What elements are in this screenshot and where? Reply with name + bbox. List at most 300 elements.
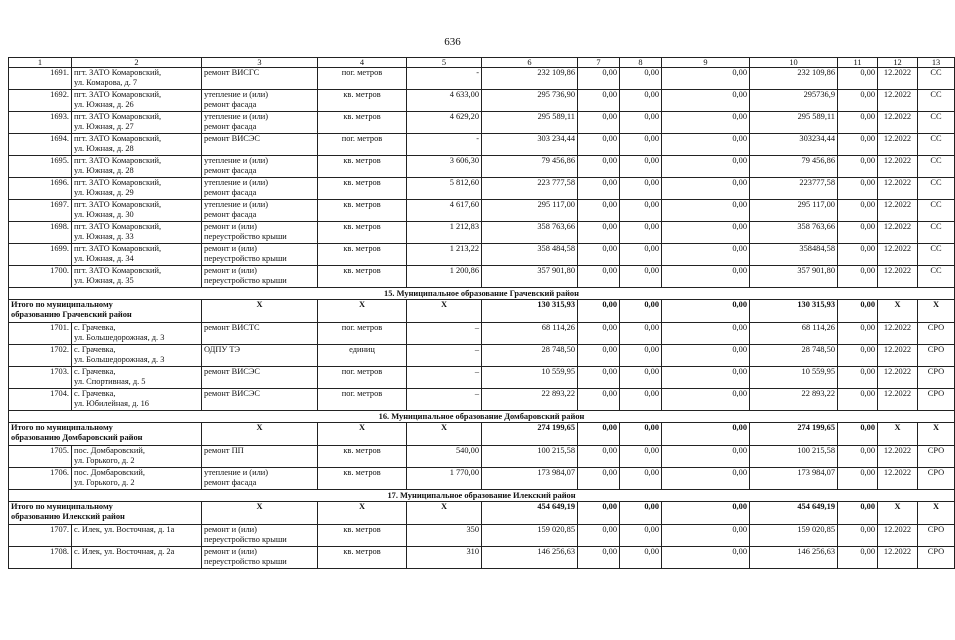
fund-11-cell: 0,00 [838, 68, 878, 90]
work-type-cell-line-1: утепление и (или) [204, 112, 269, 121]
work-type-cell-line-2: ремонт фасада [204, 122, 257, 131]
quantity-cell: 1 212,83 [407, 222, 482, 244]
subtotal-label-line-2: образованию Домбаровский район [11, 433, 143, 442]
total-cell: 100 215,58 [750, 446, 838, 468]
fund-8-cell: 0,00 [620, 323, 662, 345]
total-cell: 79 456,86 [750, 156, 838, 178]
work-type-cell-line-2: переустройство крыши [204, 254, 287, 263]
work-type-cell-line-2: ремонт фасада [204, 210, 257, 219]
total-cell: 295 117,00 [750, 200, 838, 222]
address-cell-line-2: ул. Горького, д. 2 [74, 456, 135, 465]
section-title: 17. Муниципальное образование Илекский район [9, 490, 955, 502]
cost-cell: 232 109,86 [482, 68, 578, 90]
total-cell: 303234,44 [750, 134, 838, 156]
address-cell-line-1: пгт. ЗАТО Комаровский, [74, 222, 162, 231]
fund-9-cell: 0,00 [662, 200, 750, 222]
fund-8-cell: 0,00 [620, 266, 662, 288]
method-cell: СС [918, 178, 955, 200]
work-type-cell [202, 367, 318, 389]
quantity-cell: – [407, 323, 482, 345]
unit-cell: кв. метров [318, 244, 407, 266]
total-cell: 232 109,86 [750, 68, 838, 90]
fund-11-cell: 0,00 [838, 90, 878, 112]
address-cell [72, 134, 202, 156]
fund-8-cell: 0,00 [620, 525, 662, 547]
fund-11-cell: 0,00 [838, 389, 878, 411]
fund-9-cell: 0,00 [662, 112, 750, 134]
subtotal-fund-7: 0,00 [578, 300, 620, 323]
subtotal-fund-9: 0,00 [662, 300, 750, 323]
unit-cell: кв. метров [318, 468, 407, 490]
page-number: 636 [444, 36, 461, 48]
not-applicable-mark: Х [918, 423, 955, 446]
column-number-header-row [9, 58, 955, 68]
subtotal-row [9, 502, 955, 525]
fund-8-cell: 0,00 [620, 389, 662, 411]
table-row [9, 367, 955, 389]
work-type-cell-line-2: переустройство крыши [204, 276, 287, 285]
fund-8-cell: 0,00 [620, 178, 662, 200]
subtotal-row [9, 423, 955, 446]
work-type-cell [202, 178, 318, 200]
completion-date-cell: 12.2022 [878, 525, 918, 547]
fund-9-cell: 0,00 [662, 525, 750, 547]
fund-11-cell: 0,00 [838, 547, 878, 569]
cost-cell: 159 020,85 [482, 525, 578, 547]
work-type-cell-line-1: ремонт ВИСГС [204, 68, 260, 77]
row-number: 1706. [9, 468, 72, 490]
completion-date-cell: 12.2022 [878, 68, 918, 90]
fund-8-cell: 0,00 [620, 90, 662, 112]
method-cell: СС [918, 68, 955, 90]
not-applicable-mark: Х [878, 423, 918, 446]
row-number: 1703. [9, 367, 72, 389]
method-cell: СРО [918, 525, 955, 547]
section-title: 16. Муниципальное образование Домбаровский район [9, 411, 955, 423]
unit-cell: кв. метров [318, 90, 407, 112]
quantity-cell: 4 633,00 [407, 90, 482, 112]
not-applicable-mark: Х [318, 502, 407, 525]
work-type-cell-line-2: переустройство крыши [204, 535, 287, 544]
fund-7-cell: 0,00 [578, 468, 620, 490]
address-cell-line-1: пос. Домбаровский, [74, 446, 145, 455]
completion-date-cell: 12.2022 [878, 345, 918, 367]
address-cell-line-2: ул. Южная, д. 29 [74, 188, 134, 197]
fund-7-cell: 0,00 [578, 90, 620, 112]
fund-9-cell: 0,00 [662, 468, 750, 490]
row-number: 1699. [9, 244, 72, 266]
quantity-cell: 3 606,30 [407, 156, 482, 178]
work-type-cell-line-1: ремонт ВИСЭС [204, 389, 260, 398]
subtotal-fund-8: 0,00 [620, 502, 662, 525]
cost-cell: 295 736,90 [482, 90, 578, 112]
address-cell [72, 446, 202, 468]
subtotal-fund-11: 0,00 [838, 423, 878, 446]
work-type-cell [202, 266, 318, 288]
fund-8-cell: 0,00 [620, 222, 662, 244]
fund-7-cell: 0,00 [578, 200, 620, 222]
table-row [9, 134, 955, 156]
fund-7-cell: 0,00 [578, 446, 620, 468]
cost-cell: 10 559,95 [482, 367, 578, 389]
table-row [9, 468, 955, 490]
method-cell: СС [918, 134, 955, 156]
completion-date-cell: 12.2022 [878, 200, 918, 222]
fund-9-cell: 0,00 [662, 547, 750, 569]
work-type-cell-line-1: утепление и (или) [204, 90, 269, 99]
unit-cell: единиц [318, 345, 407, 367]
work-type-cell-line-2: ремонт фасада [204, 100, 257, 109]
work-type-cell-line-2: ремонт фасада [204, 166, 257, 175]
section-heading-row [9, 490, 955, 502]
address-cell-line-2: ул. Южная, д. 33 [74, 232, 134, 241]
fund-8-cell: 0,00 [620, 345, 662, 367]
column-number-5: 5 [407, 58, 482, 68]
subtotal-fund-11: 0,00 [838, 502, 878, 525]
address-cell-line-1: с. Грачевка, [74, 389, 116, 398]
fund-11-cell: 0,00 [838, 468, 878, 490]
row-number: 1694. [9, 134, 72, 156]
fund-7-cell: 0,00 [578, 244, 620, 266]
not-applicable-mark: Х [918, 300, 955, 323]
quantity-cell: 4 629,20 [407, 112, 482, 134]
unit-cell: кв. метров [318, 112, 407, 134]
unit-cell: кв. метров [318, 200, 407, 222]
table-row [9, 446, 955, 468]
address-cell-line-1: пгт. ЗАТО Комаровский, [74, 178, 162, 187]
unit-cell: кв. метров [318, 178, 407, 200]
column-number-6: 6 [482, 58, 578, 68]
fund-9-cell: 0,00 [662, 156, 750, 178]
subtotal-fund-8: 0,00 [620, 423, 662, 446]
fund-7-cell: 0,00 [578, 266, 620, 288]
work-type-cell-line-1: ремонт и (или) [204, 266, 257, 275]
column-number-10: 10 [750, 58, 838, 68]
not-applicable-mark: Х [318, 300, 407, 323]
subtotal-cost: 274 199,65 [482, 423, 578, 446]
total-cell: 68 114,26 [750, 323, 838, 345]
fund-8-cell: 0,00 [620, 134, 662, 156]
address-cell-line-1: пос. Домбаровский, [74, 468, 145, 477]
fund-7-cell: 0,00 [578, 323, 620, 345]
address-cell-line-2: ул. Южная, д. 35 [74, 276, 134, 285]
cost-cell: 223 777,58 [482, 178, 578, 200]
address-cell-line-1: пгт. ЗАТО Комаровский, [74, 134, 162, 143]
method-cell: СС [918, 200, 955, 222]
quantity-cell: – [407, 367, 482, 389]
table-row [9, 90, 955, 112]
method-cell: СРО [918, 345, 955, 367]
table-row [9, 525, 955, 547]
work-type-cell [202, 244, 318, 266]
work-type-cell-line-1: ремонт и (или) [204, 244, 257, 253]
cost-cell: 295 589,11 [482, 112, 578, 134]
fund-11-cell: 0,00 [838, 323, 878, 345]
completion-date-cell: 12.2022 [878, 468, 918, 490]
not-applicable-mark: Х [202, 300, 318, 323]
cost-cell: 358 763,66 [482, 222, 578, 244]
work-type-cell [202, 345, 318, 367]
fund-7-cell: 0,00 [578, 156, 620, 178]
method-cell: СС [918, 156, 955, 178]
address-cell-line-1: с. Илек, ул. Восточная, д. 2а [74, 547, 175, 556]
work-type-cell [202, 468, 318, 490]
work-type-cell [202, 112, 318, 134]
table-row [9, 266, 955, 288]
row-number: 1705. [9, 446, 72, 468]
address-cell-line-1: с. Грачевка, [74, 367, 116, 376]
work-type-cell [202, 134, 318, 156]
completion-date-cell: 12.2022 [878, 389, 918, 411]
column-number-2: 2 [72, 58, 202, 68]
fund-9-cell: 0,00 [662, 446, 750, 468]
table-row [9, 112, 955, 134]
work-type-cell-line-1: ремонт и (или) [204, 222, 257, 231]
total-cell: 146 256,63 [750, 547, 838, 569]
address-cell-line-2: ул. Южная, д. 27 [74, 122, 134, 131]
column-number-4: 4 [318, 58, 407, 68]
work-type-cell-line-1: ремонт ВИСТС [204, 323, 260, 332]
address-cell [72, 468, 202, 490]
work-type-cell [202, 525, 318, 547]
fund-11-cell: 0,00 [838, 525, 878, 547]
total-cell: 358484,58 [750, 244, 838, 266]
work-type-cell [202, 222, 318, 244]
work-type-cell-line-2: ремонт фасада [204, 188, 257, 197]
row-number: 1693. [9, 112, 72, 134]
method-cell: СРО [918, 468, 955, 490]
address-cell-line-2: ул. Южная, д. 26 [74, 100, 134, 109]
total-cell: 159 020,85 [750, 525, 838, 547]
address-cell [72, 112, 202, 134]
method-cell: СС [918, 112, 955, 134]
quantity-cell: – [407, 345, 482, 367]
unit-cell: пог. метров [318, 323, 407, 345]
address-cell [72, 222, 202, 244]
subtotal-fund-9: 0,00 [662, 423, 750, 446]
address-cell [72, 90, 202, 112]
column-number-13: 13 [918, 58, 955, 68]
fund-7-cell: 0,00 [578, 178, 620, 200]
fund-7-cell: 0,00 [578, 134, 620, 156]
not-applicable-mark: Х [918, 502, 955, 525]
fund-11-cell: 0,00 [838, 222, 878, 244]
completion-date-cell: 12.2022 [878, 134, 918, 156]
column-number-3: 3 [202, 58, 318, 68]
row-number: 1700. [9, 266, 72, 288]
work-type-cell-line-1: ремонт и (или) [204, 547, 257, 556]
work-type-cell [202, 200, 318, 222]
work-type-cell-line-1: ремонт ПП [204, 446, 244, 455]
fund-7-cell: 0,00 [578, 222, 620, 244]
subtotal-label-line-1: Итого по муниципальному [11, 502, 113, 511]
total-cell: 22 893,22 [750, 389, 838, 411]
row-number: 1696. [9, 178, 72, 200]
fund-11-cell: 0,00 [838, 112, 878, 134]
address-cell-line-1: пгт. ЗАТО Комаровский, [74, 200, 162, 209]
total-cell: 357 901,80 [750, 266, 838, 288]
subtotal-total: 130 315,93 [750, 300, 838, 323]
completion-date-cell: 12.2022 [878, 323, 918, 345]
total-cell: 10 559,95 [750, 367, 838, 389]
completion-date-cell: 12.2022 [878, 178, 918, 200]
method-cell: СРО [918, 389, 955, 411]
work-type-cell-line-1: ремонт ВИСЭС [204, 134, 260, 143]
work-type-cell-line-1: утепление и (или) [204, 156, 269, 165]
work-type-cell-line-1: ОДПУ ТЭ [204, 345, 241, 354]
address-cell-line-2: ул. Комарова, д. 7 [74, 78, 138, 87]
address-cell-line-2: ул. Спортивная, д. 5 [74, 377, 146, 386]
row-number: 1695. [9, 156, 72, 178]
total-cell: 223777,58 [750, 178, 838, 200]
work-type-cell-line-2: переустройство крыши [204, 232, 287, 241]
address-cell-line-2: ул. Южная, д. 28 [74, 144, 134, 153]
unit-cell: кв. метров [318, 547, 407, 569]
completion-date-cell: 12.2022 [878, 90, 918, 112]
not-applicable-mark: Х [878, 300, 918, 323]
cost-cell: 173 984,07 [482, 468, 578, 490]
method-cell: СРО [918, 367, 955, 389]
method-cell: СС [918, 266, 955, 288]
table-body [9, 58, 955, 569]
subtotal-cost: 454 649,19 [482, 502, 578, 525]
method-cell: СС [918, 244, 955, 266]
row-number: 1702. [9, 345, 72, 367]
column-number-12: 12 [878, 58, 918, 68]
completion-date-cell: 12.2022 [878, 367, 918, 389]
subtotal-label-line-2: образованию Илекский район [11, 512, 125, 521]
subtotal-label [9, 502, 202, 525]
cost-cell: 295 117,00 [482, 200, 578, 222]
total-cell: 173 984,07 [750, 468, 838, 490]
column-number-9: 9 [662, 58, 750, 68]
section-title: 15. Муниципальное образование Грачевский район [9, 288, 955, 300]
address-cell-line-1: с. Грачевка, [74, 345, 116, 354]
fund-8-cell: 0,00 [620, 200, 662, 222]
address-cell-line-1: пгт. ЗАТО Комаровский, [74, 112, 162, 121]
not-applicable-mark: Х [878, 502, 918, 525]
work-type-cell-line-1: утепление и (или) [204, 178, 269, 187]
address-cell [72, 345, 202, 367]
not-applicable-mark: Х [202, 502, 318, 525]
work-type-cell-line-2: переустройство крыши [204, 557, 287, 566]
fund-11-cell: 0,00 [838, 134, 878, 156]
subtotal-fund-8: 0,00 [620, 300, 662, 323]
address-cell-line-1: с. Илек, ул. Восточная, д. 1а [74, 525, 175, 534]
completion-date-cell: 12.2022 [878, 266, 918, 288]
table-row [9, 244, 955, 266]
quantity-cell: 4 617,60 [407, 200, 482, 222]
subtotal-fund-11: 0,00 [838, 300, 878, 323]
subtotal-row [9, 300, 955, 323]
address-cell-line-2: ул. Юбилейная, д. 16 [74, 399, 149, 408]
address-cell [72, 525, 202, 547]
fund-11-cell: 0,00 [838, 156, 878, 178]
address-cell [72, 547, 202, 569]
unit-cell: пог. метров [318, 134, 407, 156]
fund-8-cell: 0,00 [620, 367, 662, 389]
work-type-cell [202, 156, 318, 178]
unit-cell: пог. метров [318, 389, 407, 411]
fund-9-cell: 0,00 [662, 134, 750, 156]
fund-7-cell: 0,00 [578, 389, 620, 411]
unit-cell: кв. метров [318, 156, 407, 178]
work-type-cell-line-1: ремонт и (или) [204, 525, 257, 534]
total-cell: 295 589,11 [750, 112, 838, 134]
unit-cell: пог. метров [318, 68, 407, 90]
work-type-cell-line-1: ремонт ВИСЭС [204, 367, 260, 376]
address-cell-line-1: с. Грачевка, [74, 323, 116, 332]
fund-8-cell: 0,00 [620, 68, 662, 90]
not-applicable-mark: Х [407, 502, 482, 525]
fund-9-cell: 0,00 [662, 178, 750, 200]
work-type-cell-line-1: утепление и (или) [204, 468, 269, 477]
table-row [9, 345, 955, 367]
method-cell: СРО [918, 323, 955, 345]
fund-7-cell: 0,00 [578, 367, 620, 389]
row-number: 1707. [9, 525, 72, 547]
fund-7-cell: 0,00 [578, 547, 620, 569]
quantity-cell: 350 [407, 525, 482, 547]
address-cell-line-1: пгт. ЗАТО Комаровский, [74, 90, 162, 99]
fund-11-cell: 0,00 [838, 266, 878, 288]
subtotal-fund-9: 0,00 [662, 502, 750, 525]
unit-cell: кв. метров [318, 446, 407, 468]
completion-date-cell: 12.2022 [878, 112, 918, 134]
fund-11-cell: 0,00 [838, 446, 878, 468]
table-row [9, 389, 955, 411]
subtotal-total: 454 649,19 [750, 502, 838, 525]
address-cell [72, 389, 202, 411]
fund-9-cell: 0,00 [662, 222, 750, 244]
unit-cell: кв. метров [318, 525, 407, 547]
work-type-cell-line-2: ремонт фасада [204, 478, 257, 487]
column-number-11: 11 [838, 58, 878, 68]
work-type-cell [202, 389, 318, 411]
not-applicable-mark: Х [407, 300, 482, 323]
total-cell: 28 748,50 [750, 345, 838, 367]
cost-cell: 303 234,44 [482, 134, 578, 156]
cost-cell: 79 456,86 [482, 156, 578, 178]
fund-9-cell: 0,00 [662, 389, 750, 411]
address-cell-line-1: пгт. ЗАТО Комаровский, [74, 244, 162, 253]
work-type-cell [202, 446, 318, 468]
address-cell-line-2: ул. Южная, д. 28 [74, 166, 134, 175]
table-row [9, 323, 955, 345]
table-row [9, 547, 955, 569]
row-number: 1692. [9, 90, 72, 112]
quantity-cell: – [407, 389, 482, 411]
unit-cell: кв. метров [318, 266, 407, 288]
completion-date-cell: 12.2022 [878, 156, 918, 178]
subtotal-total: 274 199,65 [750, 423, 838, 446]
completion-date-cell: 12.2022 [878, 446, 918, 468]
subtotal-label [9, 423, 202, 446]
row-number: 1698. [9, 222, 72, 244]
not-applicable-mark: Х [318, 423, 407, 446]
table-row [9, 156, 955, 178]
method-cell: СРО [918, 446, 955, 468]
fund-9-cell: 0,00 [662, 244, 750, 266]
cost-cell: 357 901,80 [482, 266, 578, 288]
work-type-cell [202, 547, 318, 569]
quantity-cell: 1 770,00 [407, 468, 482, 490]
address-cell [72, 244, 202, 266]
subtotal-label-line-1: Итого по муниципальному [11, 423, 113, 432]
table-row [9, 222, 955, 244]
address-cell-line-2: ул. Большедорожная, д. 3 [74, 355, 165, 364]
address-cell-line-2: ул. Горького, д. 2 [74, 478, 135, 487]
